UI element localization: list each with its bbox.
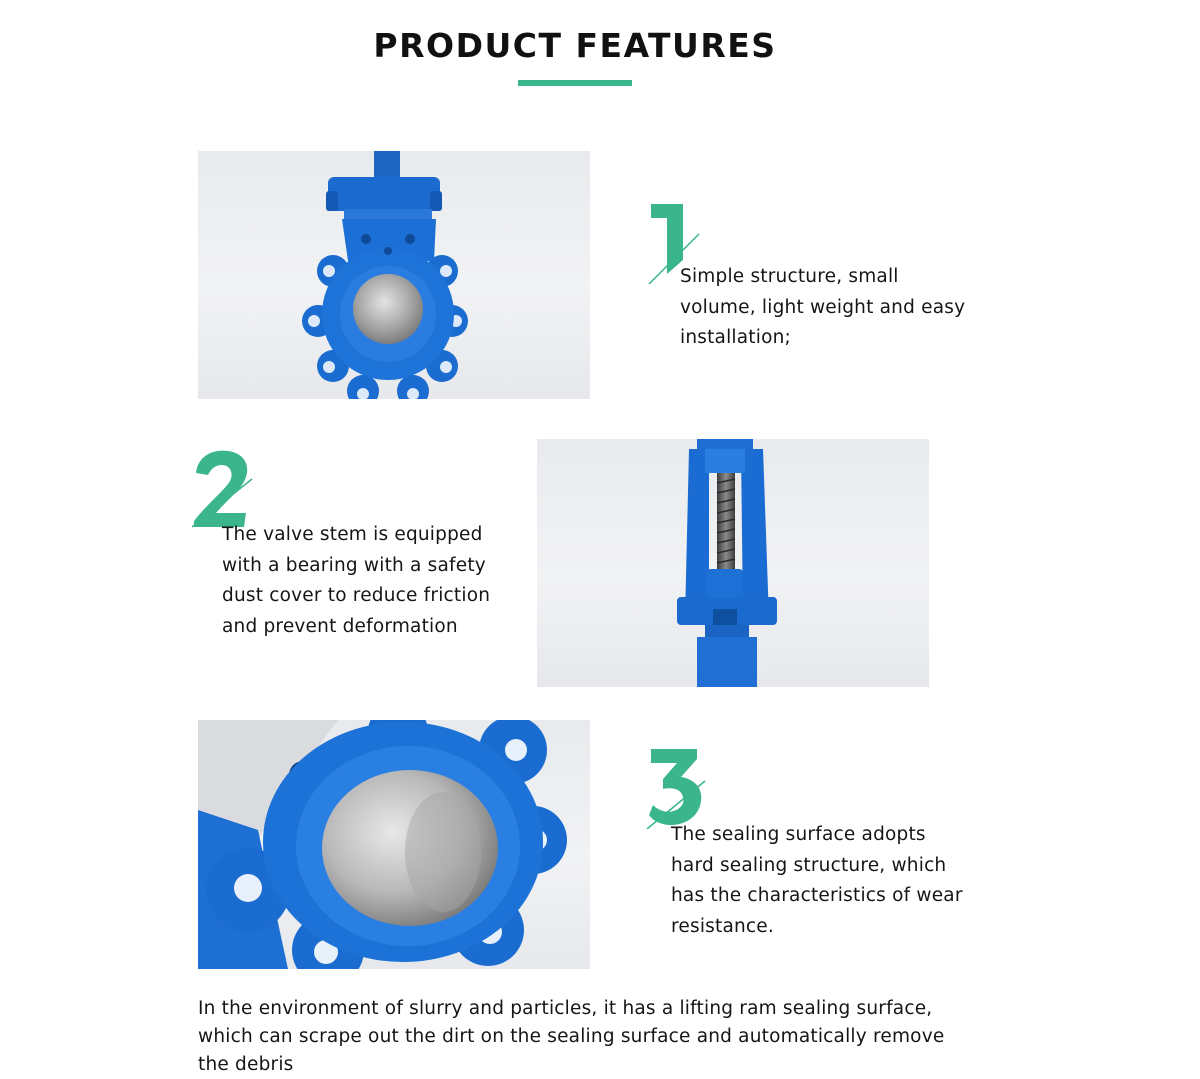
feature-1-text: Simple structure, small volume, light weight and easy installation;	[680, 266, 966, 348]
valve-stem-photo	[537, 439, 929, 687]
footer-text: In the environment of slurry and particles, it has a lifting ram sealing surface, which can scrape out the dirt on the sealing surface and automatically remove the debris	[198, 998, 945, 1075]
feature-number-2-icon	[190, 447, 254, 531]
valve-front-photo	[198, 151, 590, 399]
feature-3-text: The sealing surface adopts hard sealing structure, which has the characteristics of wear resistance.	[671, 824, 963, 937]
sealing-surface-photo	[198, 720, 590, 969]
title-underline	[518, 80, 632, 86]
page-title: PRODUCT FEATURES	[373, 26, 777, 65]
feature-2-text: The valve stem is equipped with a bearing with a safety dust cover to reduce friction and prevent deformation	[222, 524, 491, 637]
feature-number-3-icon	[645, 745, 709, 829]
